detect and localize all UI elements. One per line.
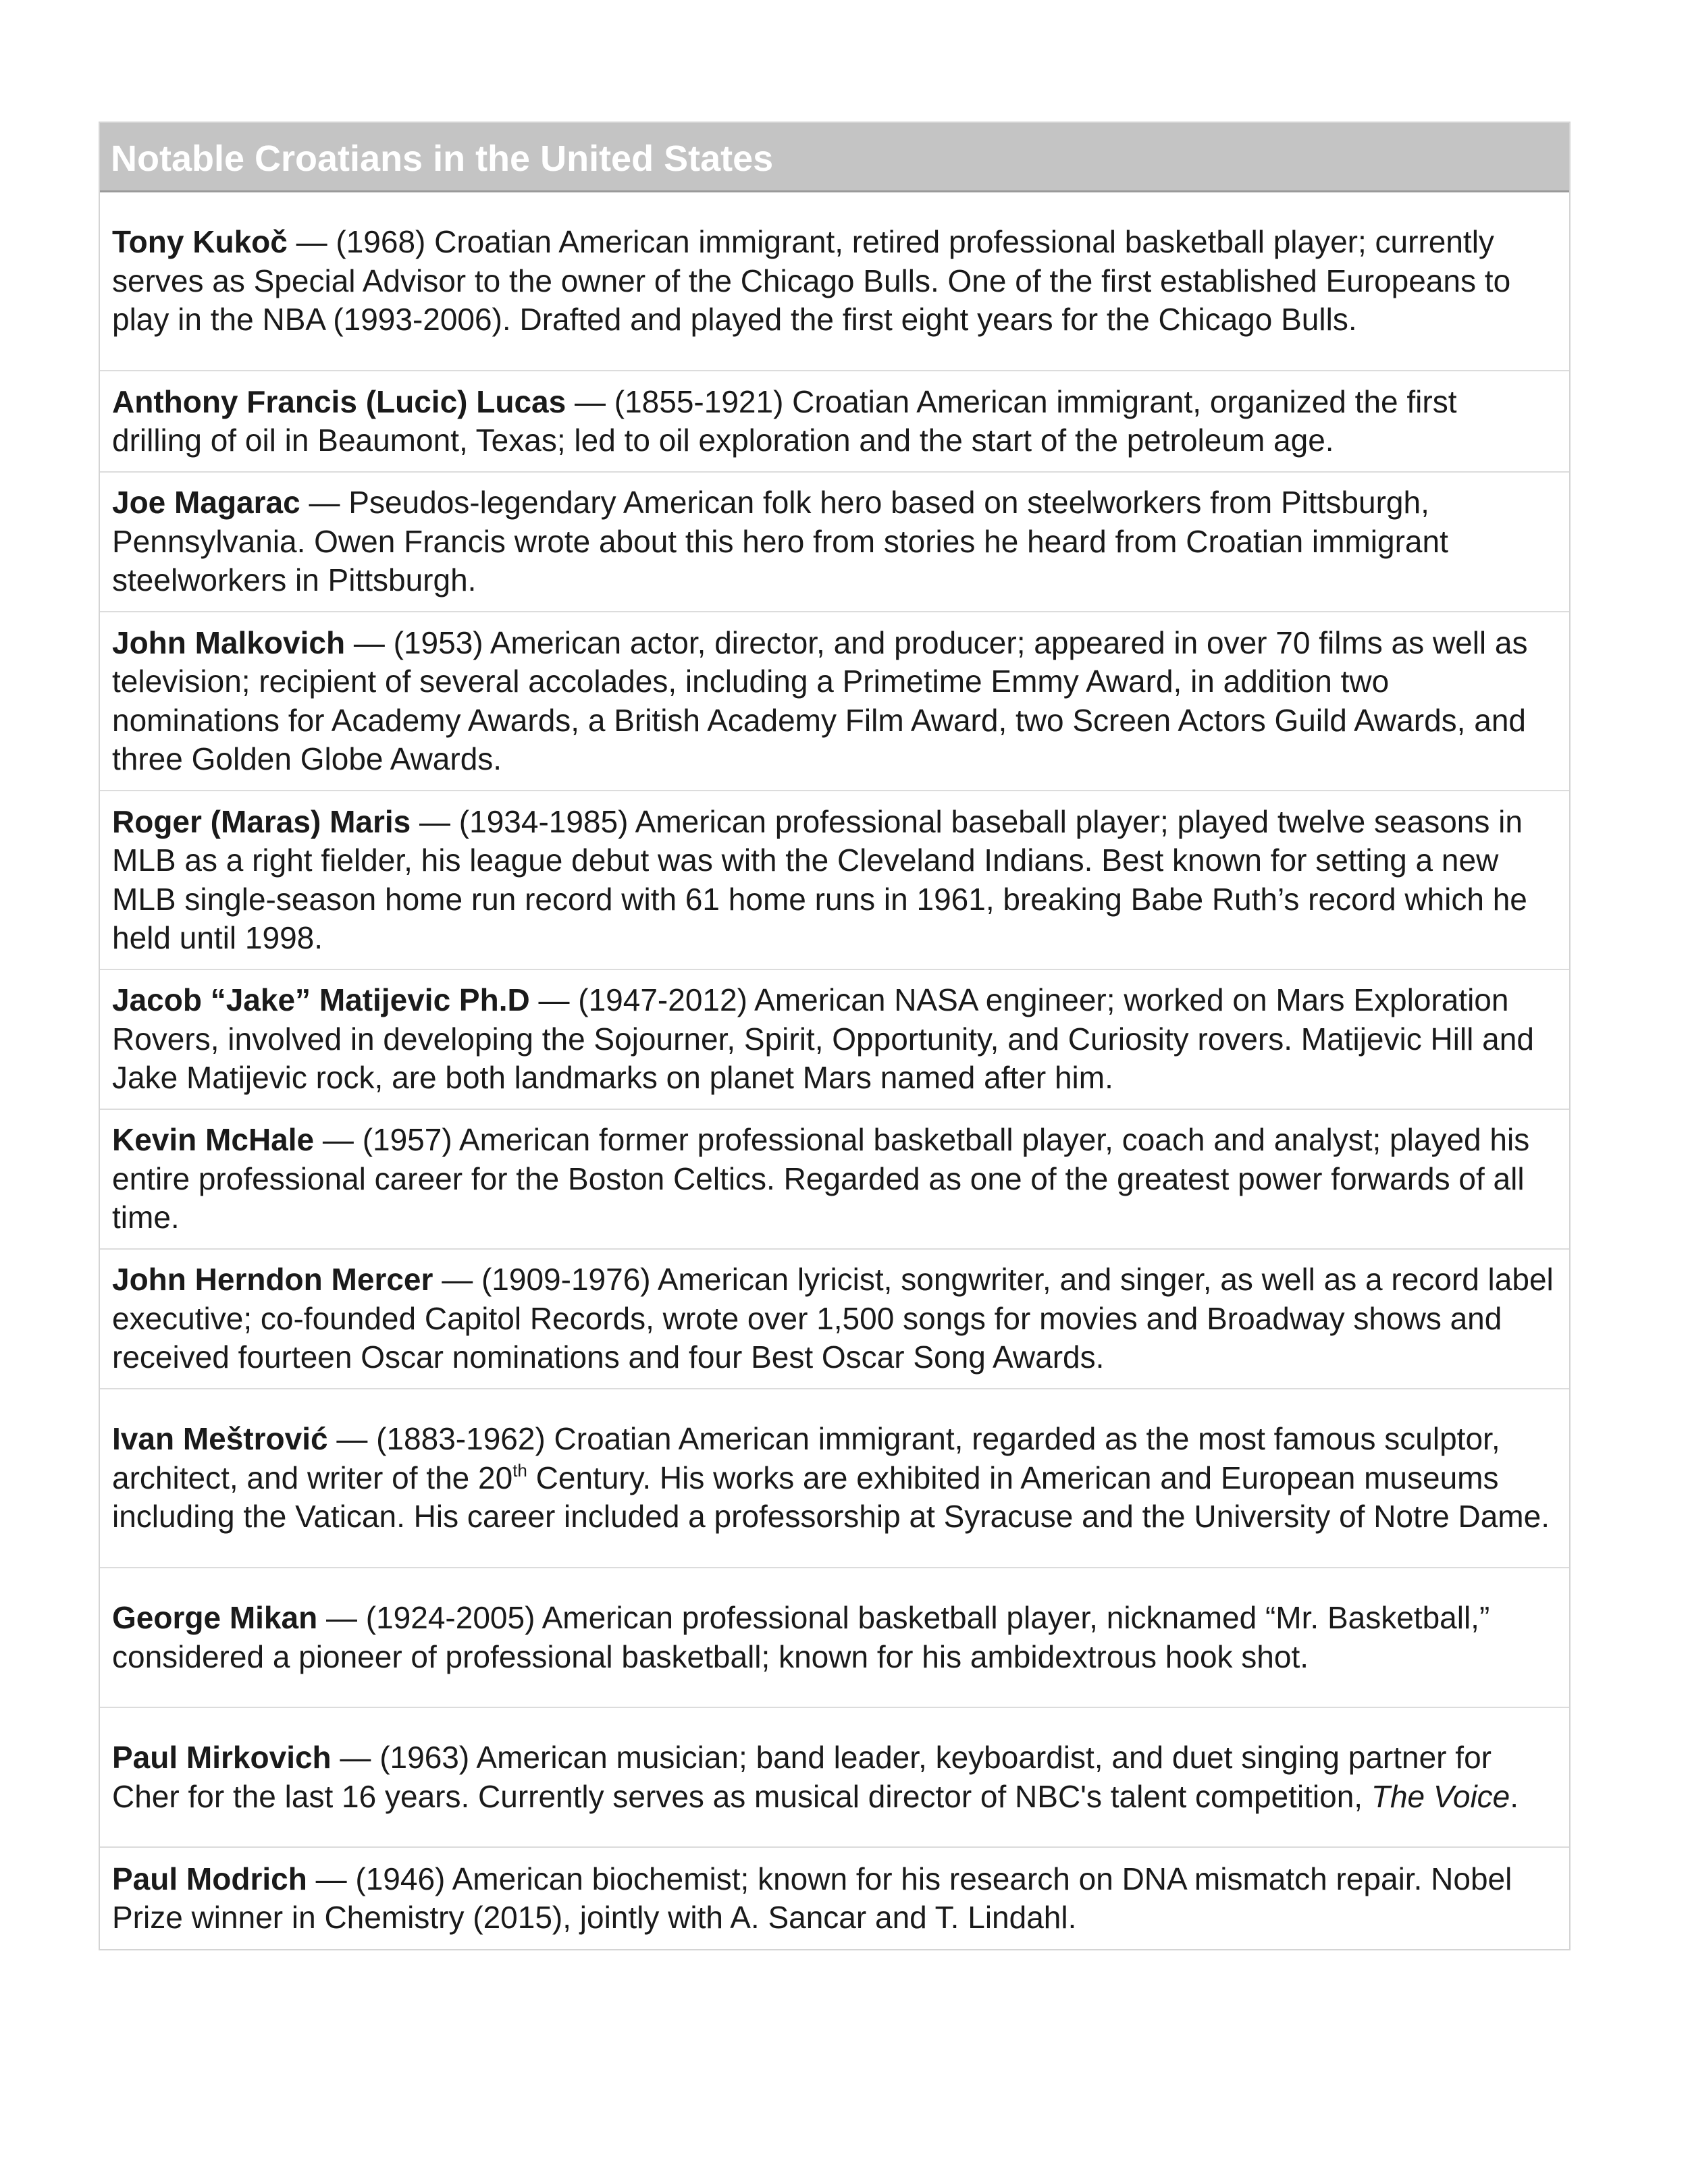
table-row [100, 473, 1569, 612]
entry-description: (1924-2005) American professional basketball player, nicknamed “Mr. Basketball,” considered a pioneer of professional basketball; known for his ambidextrous hook shot. [112, 1600, 1490, 1674]
table-row [100, 1848, 1569, 1949]
table-row [100, 1708, 1569, 1848]
entry-separator: — [331, 1740, 380, 1775]
entry-description: (1909-1976) American lyricist, songwriter, and singer, as well as a record label executive; co-founded Capitol Records, wrote over 1,500 songs for movies and Broadway shows and received fourteen Oscar nominations and four Best Oscar Song Awards. [112, 1262, 1554, 1375]
entry-text [112, 1121, 1554, 1237]
entry-description-continued: Century. His works are exhibited in American and European museums including the Vatican. His career included a professorship at Syracuse and the University of Notre Dame. [112, 1460, 1550, 1535]
entry-description: (1968) Croatian American immigrant, retired professional basketball player; currently serves as Special Advisor to the owner of the Chicago Bulls. One of the first established Europeans to play in the NBA (1993-2006). Drafted and played the first eight years for the Chicago Bulls. [112, 224, 1511, 338]
entry-separator: — [317, 1600, 366, 1635]
table-row [100, 371, 1569, 473]
entry-text [112, 483, 1554, 600]
notable-croatians-table [99, 122, 1571, 1950]
entry-description-end: . [1510, 1778, 1519, 1814]
entry-separator: — [287, 224, 336, 260]
entry-text [112, 803, 1554, 958]
entry-separator: — [433, 1262, 481, 1298]
table-row [100, 612, 1569, 791]
entry-name: Ivan Meštrović [112, 1421, 328, 1457]
entry-separator: — [529, 982, 579, 1018]
entry-separator: — [314, 1122, 363, 1158]
entry-text [112, 383, 1554, 460]
table-row [100, 1568, 1569, 1708]
table-row [100, 791, 1569, 970]
entry-separator: — [307, 1861, 356, 1896]
entry-separator: — [411, 803, 459, 839]
entry-text [112, 1738, 1554, 1816]
entry-description: (1957) American former professional basketball player, coach and analyst; played his entire professional career for the Boston Celtics. Regarded as one of the greatest power forwards of all time. [112, 1122, 1530, 1235]
entry-text [112, 981, 1554, 1098]
entry-text [112, 223, 1554, 340]
entry-separator: — [566, 383, 614, 419]
entry-description: (1855-1921) Croatian American immigrant, organized the first drilling of oil in Beaumont, Texas; led to oil exploration and the start of the petroleum age. [112, 383, 1457, 458]
ordinal-superscript: th [512, 1460, 527, 1481]
show-title: The Voice [1371, 1778, 1510, 1814]
table-row [100, 192, 1569, 371]
entry-text [112, 1599, 1554, 1676]
entry-text [112, 1260, 1554, 1377]
entry-name: Paul Mirkovich [112, 1740, 332, 1775]
entry-separator: — [345, 624, 394, 660]
entry-name: Tony Kukoč [112, 224, 288, 260]
entry-separator: — [300, 485, 349, 521]
table-row [100, 1110, 1569, 1250]
entry-name: Jacob “Jake” Matijevic Ph.D [112, 982, 530, 1018]
entry-text [112, 1420, 1554, 1537]
entry-name: Paul Modrich [112, 1861, 307, 1896]
entry-text [112, 624, 1554, 779]
entry-name: George Mikan [112, 1600, 318, 1635]
entry-description: (1883-1962) Croatian American immigrant, regarded as the most famous sculptor, architect, and writer of the 20 [112, 1421, 1500, 1495]
table-row [100, 1389, 1569, 1568]
entry-name: John Malkovich [112, 624, 346, 660]
entry-description: (1953) American actor, director, and producer; appeared in over 70 films as well as television; recipient of several accolades, including a Primetime Emmy Award, in addition two nominations for Academy Awards, a British Academy Film Award, two Screen Actors Guild Awards, and three Golden Globe Awards. [112, 624, 1528, 776]
table-row [100, 1250, 1569, 1389]
table-title: Notable Croatians in the United States [100, 123, 1569, 192]
entry-description: Pseudos-legendary American folk hero based on steelworkers from Pittsburgh, Pennsylvania. Owen Francis wrote about this hero from stories he heard from Croatian immigrant steelworkers in Pittsburgh. [112, 485, 1448, 598]
entry-name: Kevin McHale [112, 1122, 315, 1158]
entry-name: John Herndon Mercer [112, 1262, 433, 1298]
entry-description: (1946) American biochemist; known for his research on DNA mismatch repair. Nobel Prize winner in Chemistry (2015), jointly with A. Sancar and T. Lindahl. [112, 1861, 1512, 1935]
entry-text [112, 1860, 1554, 1938]
entry-description: (1963) American musician; band leader, keyboardist, and duet singing partner for Cher for the last 16 years. Currently serves as musical director of NBC's talent competition, [112, 1740, 1492, 1814]
entry-name: Anthony Francis (Lucic) Lucas [112, 383, 566, 419]
entry-description: (1947-2012) American NASA engineer; worked on Mars Exploration Rovers, involved in developing the Sojourner, Spirit, Opportunity, and Curiosity rovers. Matijevic Hill and Jake Matijevic rock, are both landmarks on planet Mars named after him. [112, 982, 1534, 1096]
table-row [100, 970, 1569, 1110]
entry-separator: — [327, 1421, 377, 1457]
entry-name: Roger (Maras) Maris [112, 803, 411, 839]
entry-description: (1934-1985) American professional baseball player; played twelve seasons in MLB as a right fielder, his league debut was with the Cleveland Indians. Best known for setting a new MLB single-season home run record with 61 home runs in 1961, breaking Babe Ruth’s record which he held until 1998. [112, 803, 1527, 955]
entry-name: Joe Magarac [112, 485, 300, 521]
